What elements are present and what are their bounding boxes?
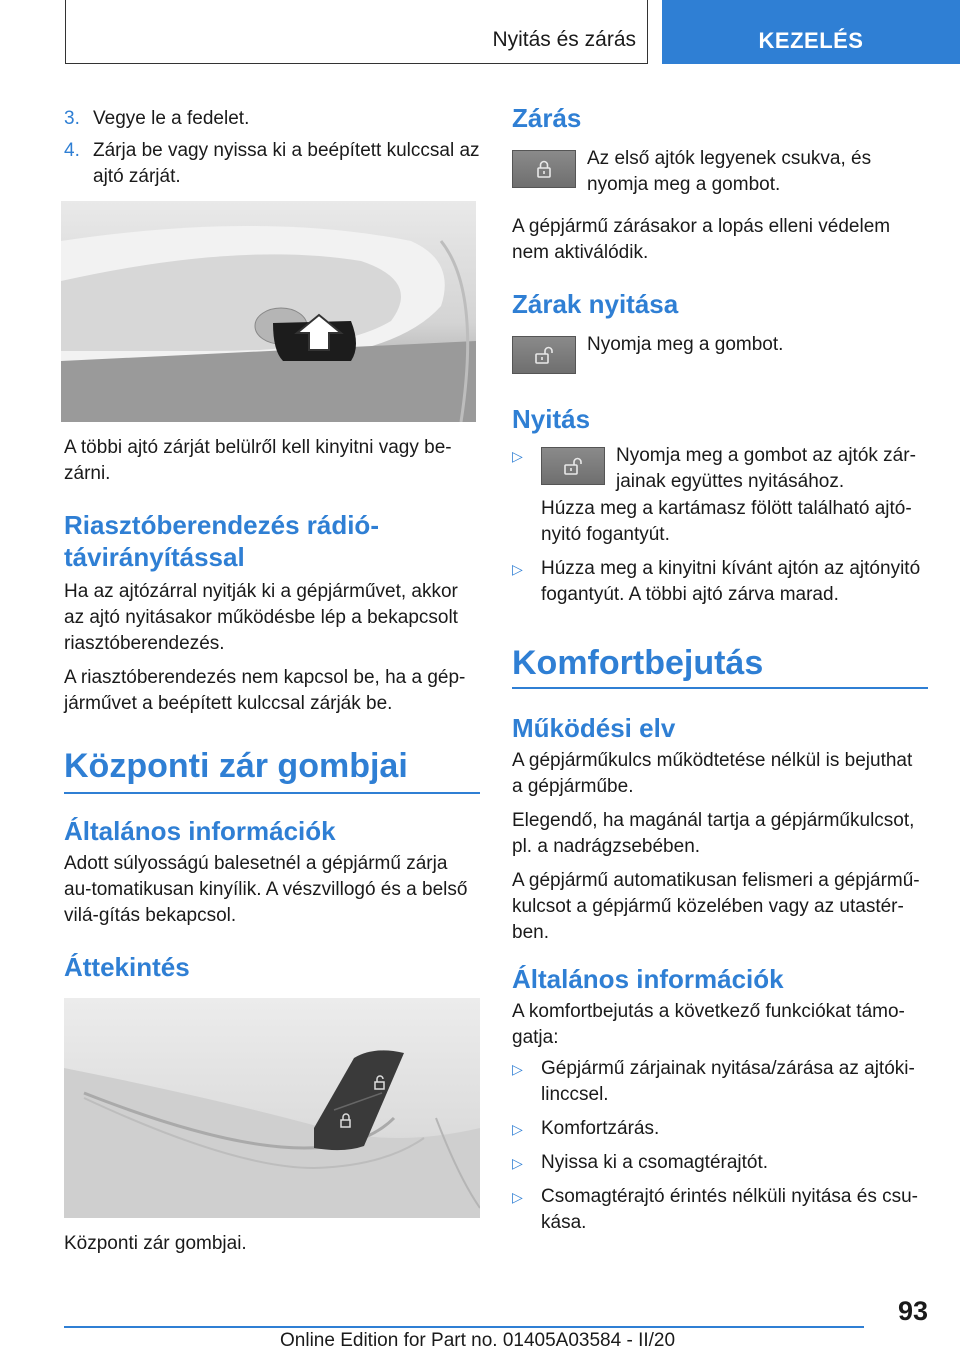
list-item	[512, 1184, 928, 1236]
comfort-general-heading: Általános információk	[512, 964, 784, 994]
unlock-button-icon	[512, 336, 576, 374]
bullet-triangle-icon: ▷	[512, 448, 523, 464]
unlock-instruction: Nyomja meg a gombot.	[587, 334, 784, 355]
heading-rule	[512, 687, 928, 689]
step-3	[64, 106, 480, 132]
principle-paragraph-3: A gépjármű automatikusan felismeri a gépjármű-kulcsot a gépjármű közelében vagy az utastér-ben.	[512, 870, 920, 943]
left-content-1	[64, 435, 480, 495]
central-lock-heading: Központi zár gombjai	[64, 747, 408, 785]
bullet-triangle-icon: ▷	[512, 1061, 523, 1077]
list-item	[512, 1116, 928, 1142]
comfort-section	[512, 643, 928, 689]
lock-note: A gépjármű zárásakor a lopás elleni védelem nem aktiválódik.	[512, 216, 891, 263]
step-4	[64, 138, 480, 190]
comfort-general-paragraph: A komfortbejutás a következő funkciókat támo-gatja:	[512, 1001, 905, 1048]
bullet-triangle-icon: ▷	[512, 1121, 523, 1137]
list-item-text: Nyissa ki a csomagtérajtót.	[541, 1152, 769, 1173]
unlock-button-icon	[541, 447, 605, 485]
lock-text-block	[587, 146, 927, 206]
photo-caption: Központi zár gombjai.	[64, 1233, 247, 1254]
open-heading: Nyitás	[512, 404, 591, 434]
lock-note-block	[512, 214, 928, 274]
general-info-paragraph: Adott súlyosságú balesetnél a gépjármű zárja au-tomatikusan kinyílik. A vészvillogó és a belső vilá-gítás bekapcsol.	[64, 853, 468, 926]
comfort-general-section	[512, 963, 928, 1059]
left-content-6	[64, 1231, 480, 1265]
lock-heading: Zárás	[512, 103, 582, 133]
open-bullet-1: Nyomja meg a gombot az ajtók zár-jainak együttes nyitásához.	[616, 445, 916, 492]
alarm-paragraph-2: A riasztóberendezés nem kapcsol be, ha a gép-járművet a beépített kulccsal zárják be.	[64, 667, 466, 714]
open-bullet-2-block	[541, 556, 928, 616]
unlock-heading: Zárak nyitása	[512, 289, 679, 319]
bullet-triangle-icon: ▷	[512, 561, 523, 577]
unlock-text-block	[587, 332, 927, 366]
footer-edition[interactable]: Online Edition for Part no. 01405A03584 - II/20	[280, 1330, 676, 1351]
principle-section	[512, 712, 928, 954]
general-info-heading: Általános információk	[64, 816, 336, 846]
left-content-3	[64, 746, 480, 794]
open-bullet-1-cont: Húzza meg a kartámasz fölött található ajtó-nyitó fogantyút.	[541, 498, 912, 545]
principle-heading: Működési elv	[512, 713, 676, 743]
page-number: 93	[897, 1296, 928, 1326]
comfort-feature-list	[512, 1056, 928, 1244]
alarm-heading: Riasztóberendezés rádió-távirányítással	[64, 510, 379, 572]
list-item-text: Gépjármű zárjainak nyitása/zárása az ajtóki-linccsel.	[541, 1058, 915, 1105]
lock-instruction: Az első ajtók legyenek csukva, és nyomja meg a gombot.	[587, 148, 872, 195]
open-bullet-1-continued	[541, 496, 928, 556]
unlock-section	[512, 288, 928, 320]
alarm-paragraph-1: Ha az ajtózárral nyitják ki a gépjárművet, akkor az ajtó nyitásakor működésbe lép a bekapcsolt riasztóberendezés.	[64, 581, 458, 654]
open-bullet-2: Húzza meg a kinyitni kívánt ajtón az ajtónyitó fogantyút. A többi ajtó zárva marad.	[541, 558, 921, 605]
comfort-heading: Komfortbejutás	[512, 644, 764, 682]
bullet-triangle-icon: ▷	[512, 1189, 523, 1205]
left-content-5	[64, 951, 480, 983]
header-section-title: Nyitás és zárás	[492, 28, 636, 51]
central-lock-buttons-photo	[64, 998, 480, 1218]
list-item	[512, 1150, 928, 1176]
header-chapter-tab[interactable]: KEZELÉS	[662, 0, 960, 64]
door-handle-key-photo	[61, 201, 476, 422]
lock-section	[512, 102, 928, 134]
principle-paragraph-1: A gépjárműkulcs működtetése nélkül is bejuthat a gépjárműbe.	[512, 750, 913, 797]
step-text: Zárja be vagy nyissa ki a beépített kulccsal az ajtó zárját.	[93, 140, 480, 187]
lock-button-icon	[512, 150, 576, 188]
steps-list	[64, 106, 480, 196]
footer-rule	[64, 1326, 864, 1328]
left-content-4	[64, 815, 480, 937]
step-text: Vegye le a fedelet.	[93, 108, 250, 129]
inner-door-note: A többi ajtó zárját belülről kell kinyitni vagy be-zárni.	[64, 437, 452, 484]
overview-heading: Áttekintés	[64, 952, 190, 982]
list-item-text: Csomagtérajtó érintés nélküli nyitása és csu-kása.	[541, 1186, 919, 1233]
heading-rule	[64, 792, 480, 794]
bullet-triangle-icon: ▷	[512, 1155, 523, 1171]
list-item-text: Komfortzárás.	[541, 1118, 660, 1139]
principle-paragraph-2: Elegendő, ha magánál tartja a gépjárműkulcsot, pl. a nadrágzsebében.	[512, 810, 915, 857]
step-number: 3.	[64, 108, 80, 129]
step-number: 4.	[64, 140, 80, 161]
list-item	[512, 1056, 928, 1108]
open-bullet-1-text	[616, 443, 928, 503]
left-content-2	[64, 509, 480, 725]
open-section	[512, 403, 928, 435]
